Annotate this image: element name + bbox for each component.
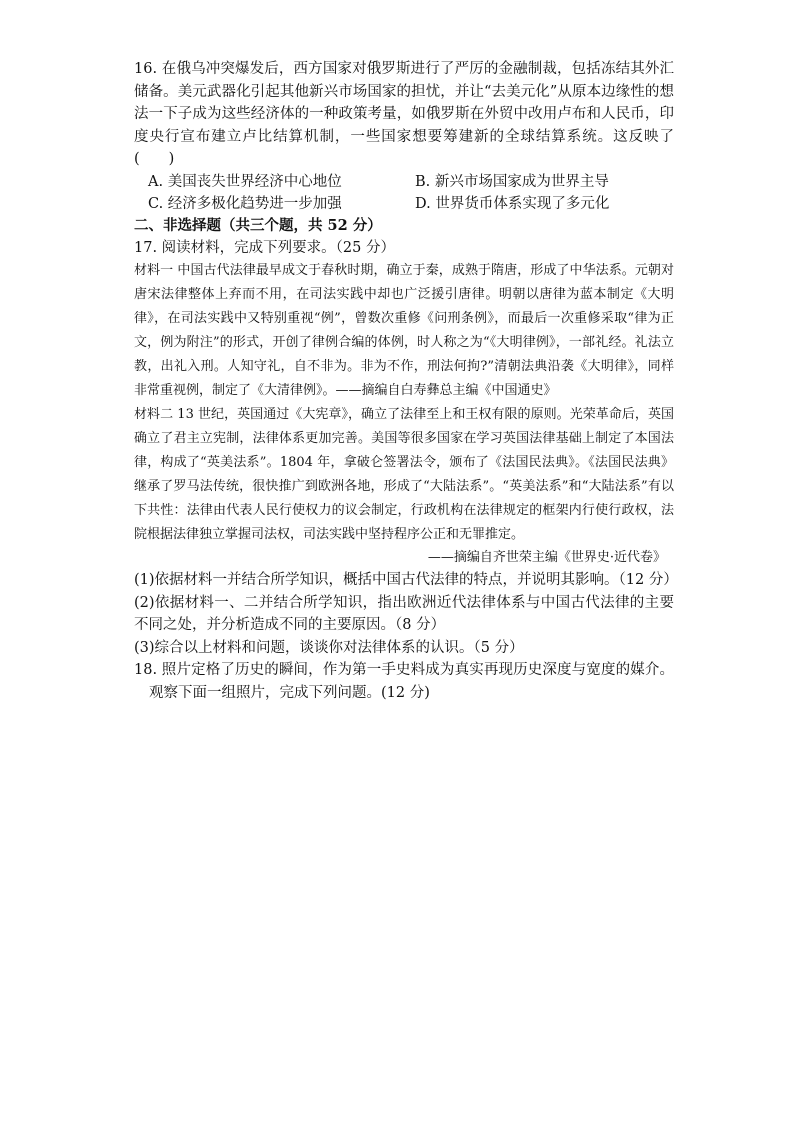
q16-option-d: D. 世界货币体系实现了多元化 [415,195,610,212]
q16-stem: 16. 在俄乌冲突爆发后，西方国家对俄罗斯进行了严厉的金融制裁，包括冻结其外汇储备。美元武器化引起其他新兴市场国家的担忧，并让“去美元化”从原本边缘性的想法一下子成为这些经济体的一种政策考量，如俄罗斯在外贸中改用卢布和人民币，印度央行宣布建立卢比结算机制，一些国家想要筹建新的全球结算系统。这反映了( ) [134,61,674,167]
section-title: 二、非选择题（共三个题，共 52 分） [134,216,382,234]
q17-stem: 17. 阅读材料，完成下列要求。（25 分） [134,239,395,256]
q16-option-b: B. 新兴市场国家成为世界主导 [415,173,609,190]
q17-sub-question-2: (2)依据材料一、二并结合所学知识，指出欧洲近代法律体系与中国古代法律的主要不同之处，并分析造成不同的主要原因。（8 分） [134,594,674,633]
q16-option-c: C. 经济多极化趋势进一步加强 [148,195,342,212]
q16-option-a: A. 美国丧失世界经济中心地位 [148,173,342,190]
q17-material-2: 材料二 13 世纪，英国通过《大宪章》，确立了法律至上和王权有限的原则。光荣革命后，英国确立了君主立宪制，法律体系更加完善。美国等很多国家在学习英国法律基础上制定了本国法律，构成了“英美法系”。1804 年，拿破仑签署法令，颁布了《法国民法典》。《法国民法典》继承了罗马法传统，很快推广到欧洲各地，形成了“大陆法系”。“英美法系”和“大陆法系”有以下共性：法律由代表人民行使权力的议会制定，行政机构在法律规定的框架内行使行政权，法院根据法律独立掌握司法权，司法实践中坚持程序公正和无罪推定。 [134,407,674,542]
q16-options-row-1 [134,171,674,193]
q17-sub-question-3: (3)综合以上材料和问题，谈谈你对法律体系的认识。（5 分） [134,639,524,656]
q17-material-2-source: ——摘编自齐世荣主编《世界史·近代卷》 [427,550,666,565]
q16-options-row-2 [134,193,674,215]
q18-stem: 18. 照片定格了历史的瞬间，作为第一手史料成为真实再现历史深度与宽度的媒介。观察下面一组照片，完成下列问题。(12 分) [134,662,674,701]
q17-material-1: 材料一 中国古代法律最早成文于春秋时期，确立于秦，成熟于隋唐，形成了中华法系。元朝对唐宋法律整体上弃而不用，在司法实践中却也广泛援引唐律。明朝以唐律为蓝本制定《大明律》，在司法实践中又特别重视“例”，曾数次重修《问刑条例》，而最后一次重修采取“律为正文，例为附注”的形式，开创了律例合编的体例，时人称之为“《大明律例》，一部礼经。礼法立教，出礼入刑。人知守礼，自不非为。非为不作，刑法何拘?”清朝法典沿袭《大明律》，同样非常重视例，制定了《大清律例》。——摘编自白寿彝总主编《中国通史》 [134,263,674,398]
q17-sub-question-1: (1)依据材料一并结合所学知识，概括中国古代法律的特点，并说明其影响。（12 分） [134,572,678,588]
